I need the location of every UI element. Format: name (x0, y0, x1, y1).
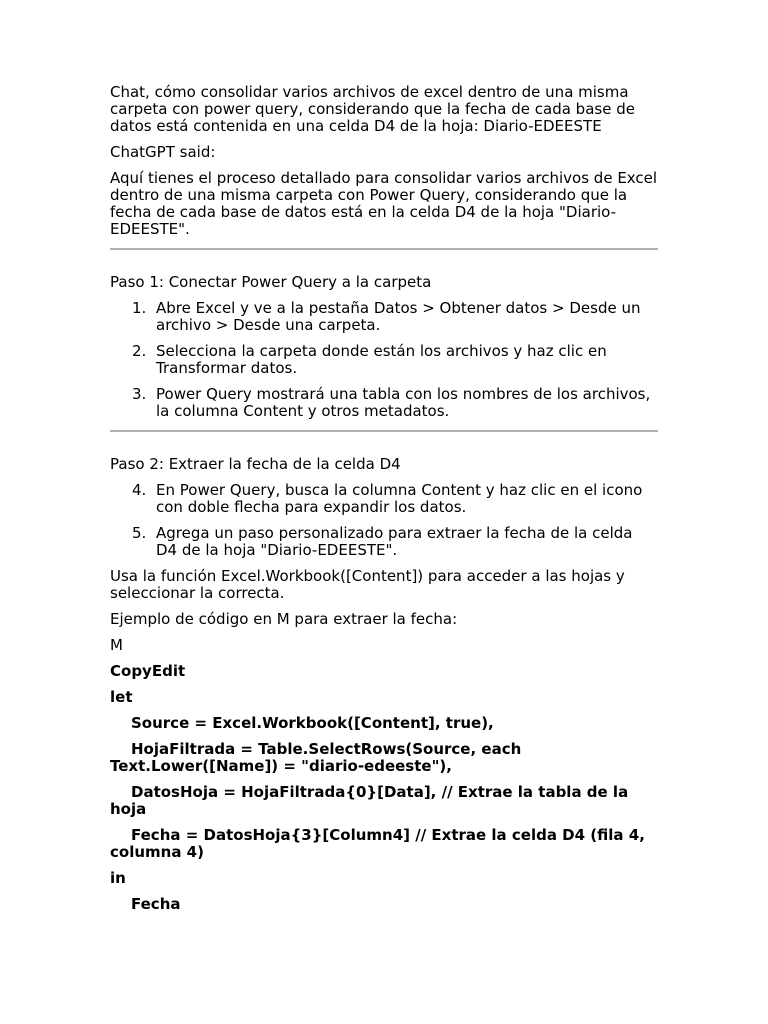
step1-list (110, 300, 658, 420)
document-page (110, 84, 658, 922)
list-item (110, 386, 658, 420)
code-line: let (110, 688, 133, 706)
example-intro: Ejemplo de código en M para extraer la fecha: (110, 610, 458, 628)
step2-list (110, 482, 658, 559)
speaker-label: ChatGPT said: (110, 143, 216, 161)
code-line: in (110, 869, 126, 887)
usage-note: Usa la función Excel.Workbook([Content]) para acceder a las hojas y seleccionar la correcta. (110, 567, 625, 602)
step1-title: Paso 1: Conectar Power Query a la carpeta (110, 273, 432, 291)
code-line: Fecha = DatosHoja{3}[Column4] // Extrae la celda D4 (fila 4, columna 4) (110, 826, 645, 861)
copy-code-button[interactable]: CopyEdit (110, 662, 186, 680)
list-item (110, 482, 658, 516)
list-item (110, 343, 658, 377)
list-item-text: Abre Excel y ve a la pestaña Datos > Obtener datos > Desde un archivo > Desde una carpeta. (156, 299, 641, 334)
code-language-label: M (110, 636, 123, 654)
list-item (110, 300, 658, 334)
section-divider (110, 430, 658, 432)
step2-title: Paso 2: Extraer la fecha de la celda D4 (110, 455, 401, 473)
code-line: Source = Excel.Workbook([Content], true), (131, 714, 494, 732)
list-item-text: Agrega un paso personalizado para extraer la fecha de la celda D4 de la hoja "Diario-EDEESTE". (156, 524, 633, 559)
list-item-number: 5. (132, 524, 147, 542)
list-item (110, 525, 658, 559)
answer-intro: Aquí tienes el proceso detallado para consolidar varios archivos de Excel dentro de una misma carpeta con Power Query, considerando que la fecha de cada base de datos está en la celda D4 de la hoja "Diario-EDEESTE". (110, 169, 658, 238)
code-line: HojaFiltrada = Table.SelectRows(Source, each Text.Lower([Name]) = "diario-edeeste"), (110, 740, 522, 775)
code-block (110, 689, 658, 913)
list-item-number: 1. (132, 299, 147, 317)
code-line: Fecha (131, 895, 181, 913)
list-item-text: Power Query mostrará una tabla con los nombres de los archivos, la columna Content y otros metadatos. (156, 385, 651, 420)
list-item-number: 2. (132, 342, 147, 360)
section-divider (110, 248, 658, 250)
list-item-number: 4. (132, 481, 147, 499)
list-item-text: Selecciona la carpeta donde están los archivos y haz clic en Transformar datos. (156, 342, 607, 377)
code-line: DatosHoja = HojaFiltrada{0}[Data], // Extrae la tabla de la hoja (110, 783, 629, 818)
user-question: Chat, cómo consolidar varios archivos de excel dentro de una misma carpeta con power query, considerando que la fecha de cada base de datos está contenida en una celda D4 de la hoja: Diario-EDEESTE (110, 83, 635, 135)
list-item-text: En Power Query, busca la columna Content y haz clic en el icono con doble flecha para expandir los datos. (156, 481, 643, 516)
list-item-number: 3. (132, 385, 147, 403)
